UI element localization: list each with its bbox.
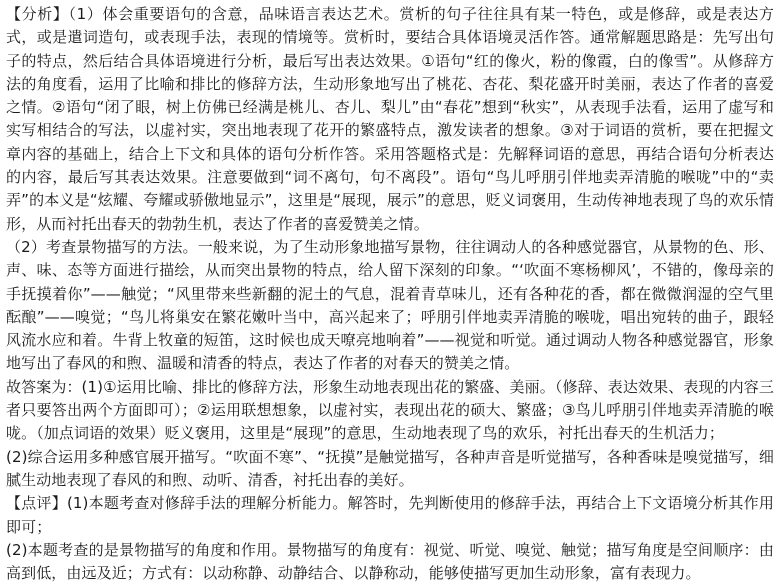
comment-paragraph-1	[6, 492, 774, 539]
answer-paragraph-2	[6, 446, 774, 493]
analysis-paragraph-1	[6, 3, 774, 236]
comment-text-2: (2)本题考查的是景物描写的角度和作用。景物描写的角度有：视觉、听觉、嗅觉、触觉；描写角度是空间顺序：由高到低，由远及近；方式有：以动称静、动静结合、以静称动，能够使描写更加生动形象，富有表现力。	[6, 540, 774, 583]
analysis-paragraph-2	[6, 236, 774, 376]
analysis-text-2: （2）考查景物描写的方法。一般来说，为了生动形象地描写景物，往往调动人的各种感觉器官，从景物的色、形、声、味、态等方面进行描绘，从而突出景物的特点，给人留下深刻的印象。“‘吹面不寒杨柳风’，不错的，像母亲的手抚摸着你”——触觉；“风里带来些新翻的泥土的气息，混着青草味儿，还有各种花的香，都在微微润湿的空气里酝酿”——嗅觉；“鸟儿将巢安在繁花嫩叶当中，高兴起来了；呼朋引伴地卖弄清脆的喉咙，唱出宛转的曲子，跟轻风流水应和着。牛背上牧童的短笛，这时候也成天嘹亮地响着”——视觉和听觉。通过调动人物各种感觉器官，形象地写出了春风的和煦、温暖和清香的特点，表达了作者的对春天的赞美之情。	[6, 237, 774, 373]
answer-text-2: (2)综合运用多种感官展开描写。“吹面不寒”、“抚摸”是触觉描写，各种声音是听觉描写，各种香味是嗅觉描写，细腻生动地表现了春风的和煦、动听、清香，衬托出春的美好。	[6, 447, 774, 489]
analysis-tag: 【分析】	[6, 5, 69, 23]
comment-text-1: (1)本题考查对修辞手法的理解分析能力。解答时，先判断使用的修辞手法，再结合上下文语境分析其作用即可；	[6, 494, 774, 536]
answer-paragraph-1	[6, 376, 774, 446]
analysis-text-1: （1）体会重要语句的含意，品味语言表达艺术。赏析的句子往往具有某一特色，或是修辞，或是表达方式，或是遣词造句，或表现手法，表现的情境等。赏析时，要结合具体语境灵活作答。通常解题思路是：先写出句子的特点，然后结合具体语境进行分析，最后写出表达效果。①语句“红的像火，粉的像霞，白的像雪”。从修辞方法的角度看，运用了比喻和排比的修辞方法，生动形象地写出了桃花、杏花、梨花盛开时美丽，表达了作者的喜爱之情。②语句“闭了眼，树上仿佛已经满是桃儿、杏儿、梨儿”由“春花”想到“秋实”，从表现手法看，运用了虚写和实写相结合的写法，以虚衬实，突出地表现了花开的繁盛特点，激发读者的想象。③对于词语的赏析，要在把握文章内容的基础上，结合上下文和具体的语句分析作答。采用答题格式是：先解释词语的意思，再结合语句分析表达的内容，最后写其表达效果。注意要做到“词不离句，句不离段”。语句“鸟儿呼朋引伴地卖弄清脆的喉咙”中的“卖弄”的本义是“炫耀、夸耀或骄傲地显示”，这里是“展现，展示”的意思，贬义词褒用，生动传神地表现了鸟的欢乐情形，从而衬托出春天的勃勃生机，表达了作者的喜爱赞美之情。	[6, 5, 774, 233]
answer-text-1: 故答案为：(1)①运用比喻、排比的修辞方法，形象生动地表现出花的繁盛、美丽。（修辞、表达效果、表现的内容三者只要答出两个方面即可）；②运用联想想象，以虚衬实，表现出花的硕大、繁盛；③鸟儿呼朋引伴地卖弄清脆的喉咙。（加点词语的效果）贬义褒用，这里是“展现”的意思，生动地表现了鸟的欢乐，衬托出春天的生机活力；	[6, 377, 774, 443]
comment-paragraph-2	[6, 539, 774, 585]
comment-tag: 【点评】	[6, 494, 67, 513]
